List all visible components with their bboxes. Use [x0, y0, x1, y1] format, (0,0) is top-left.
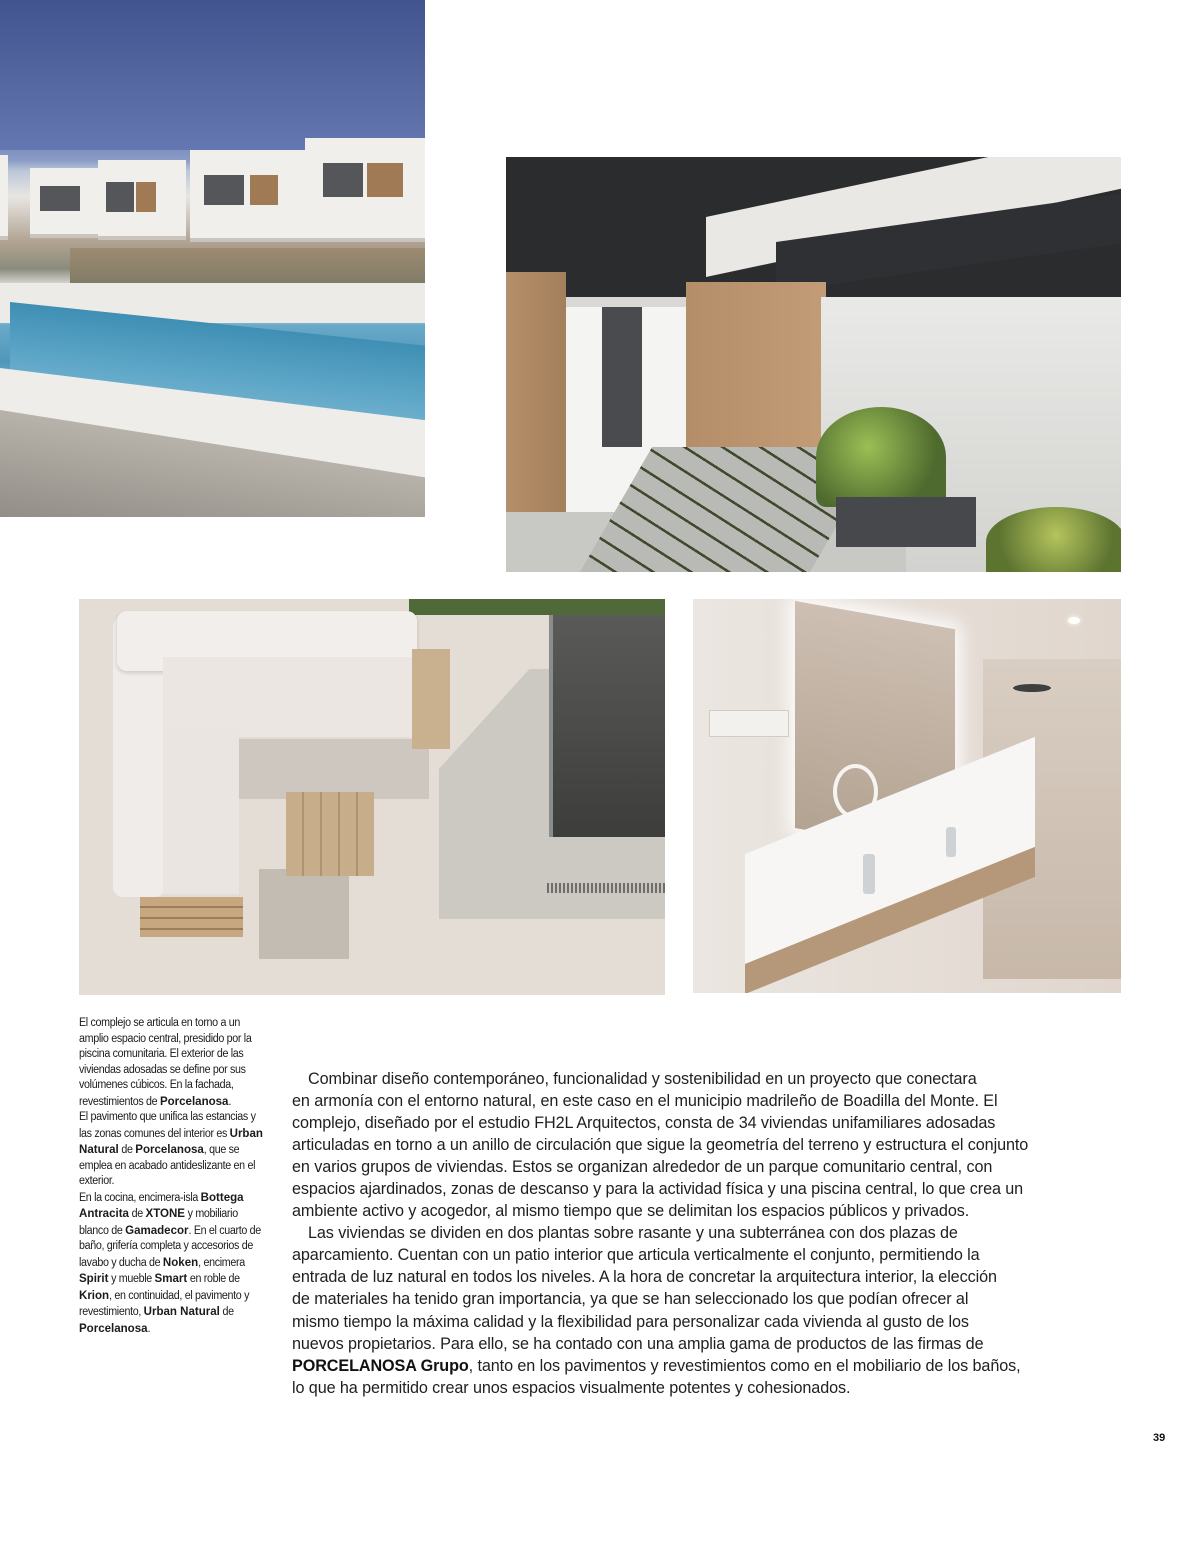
body-line: de materiales ha tenido gran importancia, ya que se han seleccionado los que podían ofrecer al [292, 1290, 969, 1309]
house [305, 138, 425, 242]
sofa-seat [163, 657, 413, 737]
caption-brand: Porcelanosa [135, 1142, 204, 1156]
body-line: en varios grupos de viviendas. Estos se organizan alrededor de un parque comunitario central, con [292, 1158, 993, 1177]
coffee-table [286, 792, 374, 876]
caption-text: . En el cuarto de baño, grifería completa y accesorios de lavabo y ducha de [79, 1224, 261, 1269]
sky [0, 0, 425, 150]
body-line: mismo tiempo la máxima calidad y la flexibilidad para personalizar cada vivienda al gusto de los [292, 1312, 969, 1331]
caption-text: de [219, 1306, 234, 1318]
body-line: espacios ajardinados, zonas de descanso y para la actividad física y una piscina central, lo que crea un [292, 1180, 1024, 1199]
body-line: nuevos propietarios. Para ello, se ha contado con una amplia gama de productos de las firmas de [292, 1334, 984, 1353]
body-line: lo que ha permitido crear unos espacios visualmente potentes y cohesionados. [292, 1378, 851, 1397]
caption-text: , que se emplea en acabado antideslizante en el exterior. [79, 1144, 256, 1187]
caption-text: de [128, 1208, 146, 1220]
body-line: Las viviendas se dividen en dos plantas sobre rasante y una subterránea con dos plazas de [308, 1224, 958, 1243]
caption-text: En la cocina, encimera-isla [79, 1191, 201, 1204]
caption-text: de [118, 1144, 136, 1156]
plants [816, 407, 946, 507]
caption-brand: XTONE [145, 1206, 186, 1220]
caption-brand: Bottega Antracita [79, 1189, 244, 1220]
floor-drain [547, 883, 665, 893]
skylight [549, 615, 665, 837]
faucet [863, 854, 875, 894]
body-line: complejo, diseñado por el estudio FH2L Arquitectos, consta de 34 viviendas unifamiliares adosadas [292, 1114, 996, 1133]
body-line: en armonía con el entorno natural, en este caso en el municipio madrileño de Boadilla del Monte. El [292, 1092, 998, 1111]
downlight [1068, 617, 1080, 624]
house [30, 168, 100, 238]
door [602, 307, 642, 447]
photo-pool-townhouses [0, 0, 425, 517]
caption-text: en roble de [187, 1273, 240, 1285]
house [0, 155, 8, 240]
side-table [412, 649, 450, 749]
sofa-seat [163, 729, 239, 894]
brand-name: PORCELANOSA Grupo [292, 1356, 469, 1375]
wall-sockets [709, 710, 789, 737]
shower-head [1013, 684, 1051, 692]
planter [836, 497, 976, 547]
caption-brand: Smart [154, 1271, 188, 1285]
caption-text: y mueble [108, 1273, 155, 1285]
photo-bathroom [693, 599, 1121, 993]
caption-text: y mobiliario blanco de [79, 1208, 238, 1237]
body-text-span: , tanto en los pavimentos y revestimientos como en el mobiliario de los baños, [468, 1356, 1021, 1375]
photo-terrace-sofa [79, 599, 665, 995]
body-line: entrada de luz natural en todos los niveles. A la hora de concretar la arquitectura interior, la elección [292, 1268, 997, 1287]
lawn [409, 599, 665, 615]
photo-entrance-patio [506, 157, 1121, 572]
article-body [292, 1068, 1037, 1399]
house [98, 160, 186, 240]
caption-brand: Porcelanosa [79, 1320, 148, 1335]
caption-brand: Urban Natural [143, 1304, 220, 1318]
caption-brand: Spirit [79, 1271, 109, 1285]
caption-brand: Gamadecor [125, 1222, 189, 1237]
garden [70, 248, 425, 288]
body-line [292, 1355, 1037, 1377]
caption-brand: Urban Natural [79, 1125, 263, 1156]
caption-text: El complejo se articula en torno a un amplio espacio central, presidido por la piscina comunitaria. El exterior de las viviendas adosadas se define por sus volúmenes cúbicos. En la fachada, revestimientos de [79, 1017, 252, 1108]
shadow [259, 869, 349, 959]
caption-text: , en continuidad, el pavimento y revestimiento, [79, 1289, 250, 1318]
faucet [946, 827, 956, 857]
body-line: ambiente activo y acogedor, al mismo tiempo que se delimitan los espacios públicos y privados. [292, 1202, 970, 1221]
caption-text: , encimera [198, 1256, 245, 1269]
caption-brand: Porcelanosa [159, 1093, 229, 1108]
body-line: Combinar diseño contemporáneo, funcionalidad y sostenibilidad en un proyecto que conectara [308, 1070, 977, 1088]
body-line: aparcamiento. Cuentan con un patio interior que articula verticalmente el conjunto, permitiendo la [292, 1246, 980, 1265]
caption-brand: Krion [79, 1287, 110, 1302]
shadow [239, 739, 429, 799]
page-number: 39 [1153, 1432, 1166, 1444]
wood-bench [140, 897, 243, 937]
caption-text: El pavimento que unifica las estancias y las zonas comunes del interior es [79, 1111, 256, 1140]
house [190, 150, 305, 242]
caption-text: . [147, 1322, 151, 1335]
plants [986, 507, 1121, 572]
photo-caption [79, 1016, 265, 1337]
caption-text: . [228, 1095, 232, 1108]
body-line: articuladas en torno a un anillo de circulación que sigue la geometría del terreno y estructura el conjunto [292, 1136, 1029, 1155]
caption-brand: Noken [162, 1254, 199, 1269]
